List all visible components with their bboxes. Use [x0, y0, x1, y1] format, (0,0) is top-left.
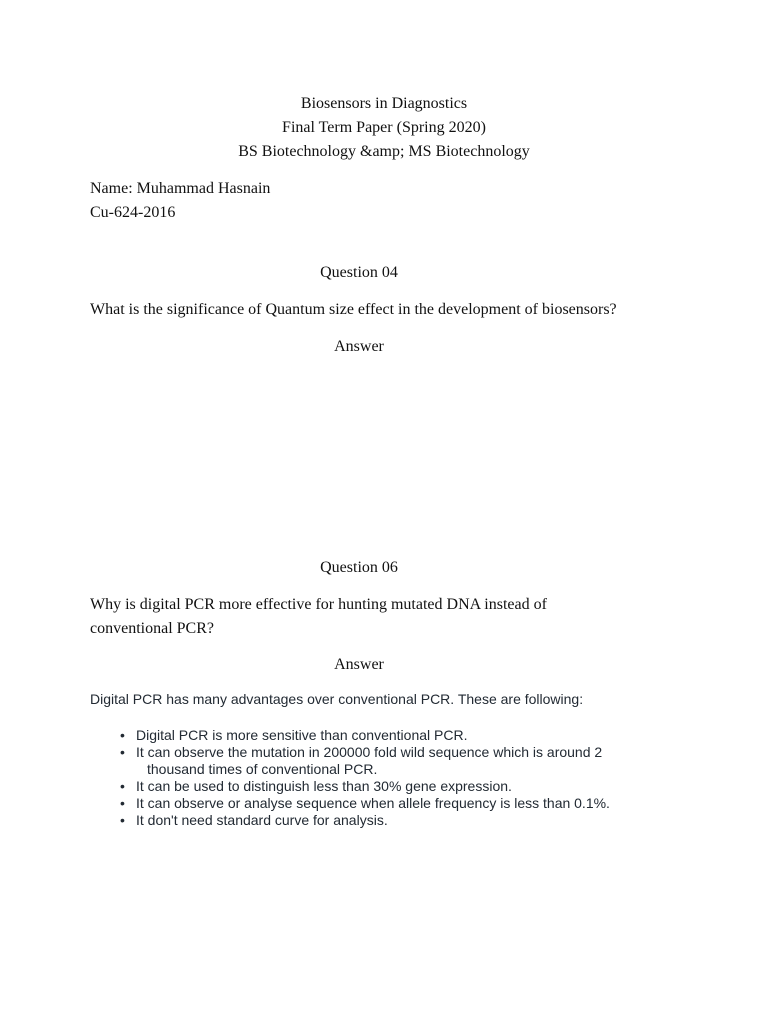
list-item-text: It can observe or analyse sequence when allele frequency is less than 0.1%. — [136, 795, 610, 811]
bullet-icon: • — [120, 812, 125, 828]
list-item-text: It can observe the mutation in 200000 fold wild sequence which is around 2 — [136, 744, 603, 760]
question-04-title: Question 04 — [320, 264, 398, 281]
list-item — [0, 812, 700, 829]
bullet-icon: • — [120, 727, 125, 743]
bullet-icon: • — [120, 795, 125, 811]
question-06-title: Question 06 — [320, 559, 398, 576]
student-name: Name: Muhammad Hasnain — [90, 180, 271, 197]
list-item-text: It can be used to distinguish less than 30% gene expression. — [136, 778, 512, 794]
question-04-answer-label: Answer — [334, 338, 384, 355]
question-06-text-line-2: conventional PCR? — [90, 620, 214, 637]
list-item — [0, 744, 700, 778]
question-06-answer-label: Answer — [334, 656, 384, 673]
answer-intro: Digital PCR has many advantages over conventional PCR. These are following: — [90, 691, 584, 707]
bullet-icon: • — [120, 778, 125, 794]
list-item — [0, 727, 700, 744]
student-info — [90, 177, 270, 225]
exam-title: Final Term Paper (Spring 2020) — [282, 119, 486, 136]
document-header — [0, 92, 768, 164]
list-item — [0, 795, 700, 812]
bullet-icon: • — [120, 744, 125, 760]
question-04-text: What is the significance of Quantum size effect in the development of biosensors? — [90, 301, 617, 318]
advantages-list — [0, 727, 700, 829]
course-title: Biosensors in Diagnostics — [300, 95, 468, 112]
question-06-text — [90, 593, 690, 641]
list-item-text-continued: thousand times of conventional PCR. — [147, 761, 378, 777]
list-item — [0, 778, 700, 795]
list-item-text: Digital PCR is more sensitive than conventional PCR. — [136, 727, 468, 743]
student-id: Cu-624-2016 — [90, 204, 176, 221]
question-06-text-line-1: Why is digital PCR more effective for hunting mutated DNA instead of — [90, 596, 547, 613]
program-title: BS Biotechnology &amp; MS Biotechnology — [238, 143, 530, 160]
list-item-text: It don't need standard curve for analysis. — [136, 812, 388, 828]
